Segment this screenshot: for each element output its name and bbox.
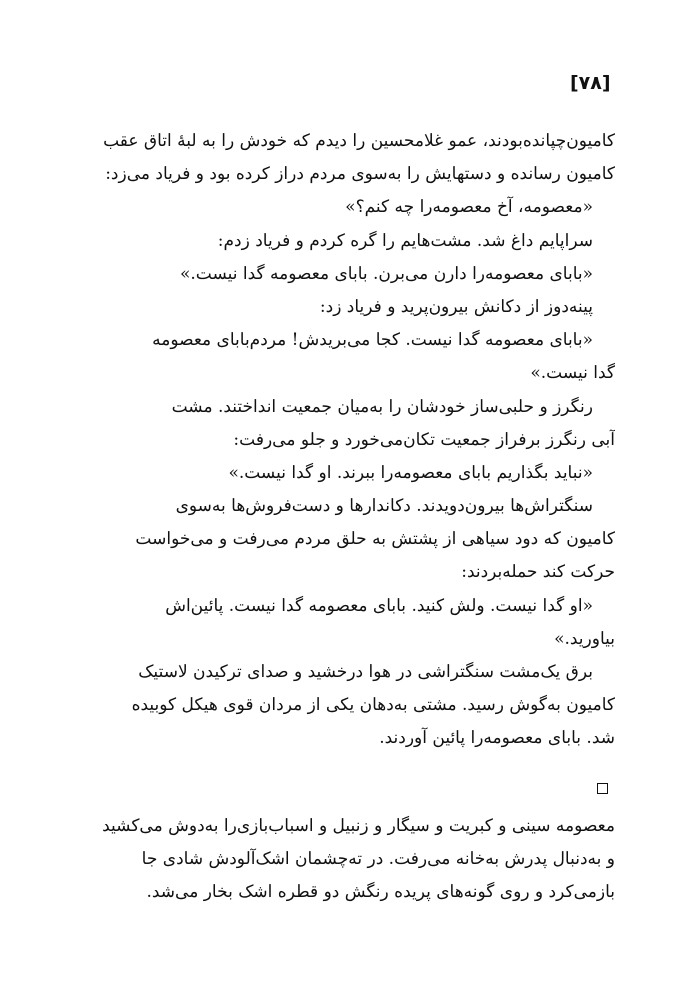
main-text-block bbox=[60, 125, 615, 756]
section-break-square-icon bbox=[597, 783, 608, 794]
text-line: کامیون به‌گوش رسید. مشتی به‌دهان یکی از مردان قوی هیکل کوبیده bbox=[131, 695, 615, 716]
text-line: سنگتراش‌ها بیرون‌دویدند. دکاندارها و دست‌فروش‌ها به‌سوی bbox=[175, 496, 593, 517]
text-line: کامیون‌چپانده‌بودند، عمو غلامحسین را دیدم که خودش را به لبهٔ اتاق عقب bbox=[103, 131, 615, 151]
second-text-block bbox=[60, 810, 615, 910]
text-line: سراپایم داغ شد. مشت‌هایم را گره کردم و فریاد زدم: bbox=[217, 230, 593, 251]
text-line: «او گدا نیست. ولش کنید. بابای معصومه گدا نیست. پائین‌اش bbox=[165, 595, 593, 616]
text-line: «بابای معصومه‌را دارن می‌برن. بابای معصومه گدا نیست.» bbox=[179, 263, 593, 284]
text-line: «معصومه، آخ معصومه‌را چه کنم؟» bbox=[345, 197, 593, 218]
text-line: کامیون رسانده و دستهایش را به‌سوی مردم دراز کرده بود و فریاد می‌زد: bbox=[105, 164, 615, 185]
text-line: «نباید بگذاریم بابای معصومه‌را ببرند. او گدا نیست.» bbox=[228, 462, 593, 483]
text-line: کامیون که دود سیاهی از پشتش به حلق مردم می‌رفت و می‌خواست bbox=[135, 529, 615, 550]
text-line: حرکت کند حمله‌بردند: bbox=[461, 562, 615, 583]
text-line: برق یک‌مشت سنگتراشی در هوا درخشید و صدای ترکیدن لاستیک bbox=[138, 662, 593, 682]
text-line: آبی رنگرز برفراز جمعیت تکان‌می‌خورد و جلو می‌رفت: bbox=[233, 429, 615, 450]
text-line: گدا نیست.» bbox=[530, 363, 615, 384]
page-number: [۷۸] bbox=[570, 72, 611, 94]
text-line: شد. بابای معصومه‌را پائین آوردند. bbox=[379, 728, 615, 749]
text-line: بازمی‌کرد و روی گونه‌های پریده رنگش دو قطره اشک بخار می‌شد. bbox=[146, 882, 615, 903]
text-line: رنگرز و حلبی‌ساز خودشان را به‌میان جمعیت انداختند. مشت bbox=[171, 396, 593, 417]
text-line: و به‌دنبال پدرش به‌خانه می‌رفت. در ته‌چشمان اشک‌آلودش شادی جا bbox=[141, 849, 615, 870]
text-line: پینه‌دوز از دکانش بیرون‌پرید و فریاد زد: bbox=[319, 296, 593, 317]
text-line: معصومه سینی و کبریت و سیگار و زنبیل و اسباب‌بازی‌را به‌دوش می‌کشید bbox=[102, 816, 615, 836]
text-line: «بابای معصومه گدا نیست. کجا می‌بریدش! مردم‌بابای معصومه bbox=[152, 330, 593, 351]
text-line: بیاورید.» bbox=[554, 628, 615, 649]
